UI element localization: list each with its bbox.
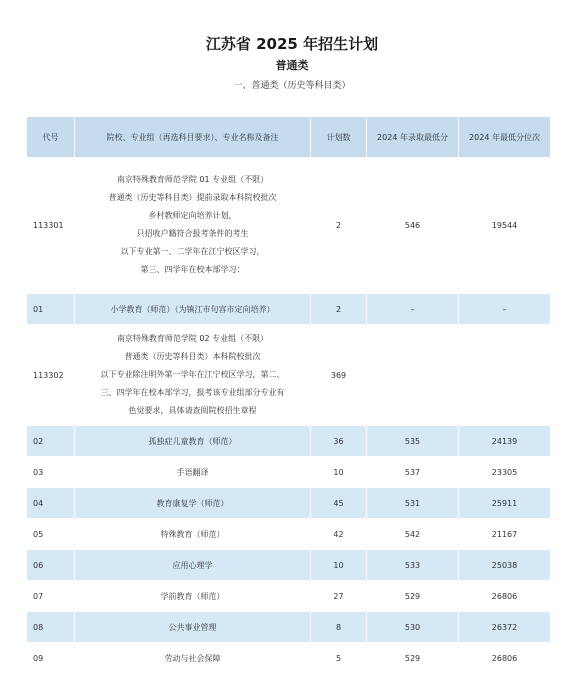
row-min-score: – [367, 294, 459, 325]
row-code: 07 [27, 581, 75, 612]
group-description-line: 只招收户籍符合报考条件的考生 [136, 229, 249, 238]
group-min-score: 546 [367, 157, 459, 294]
table-row [27, 457, 551, 488]
row-plan: 10 [311, 550, 367, 581]
row-code: 09 [27, 643, 75, 674]
group-description-line: 三、四学年在校本部学习，报考该专业组部分专业有 [100, 388, 285, 397]
row-plan: 27 [311, 581, 367, 612]
row-major-name: 公共事业管理 [75, 612, 311, 643]
row-min-score: 531 [367, 488, 459, 519]
group-description [75, 325, 311, 426]
group-description-line: 南京特殊教育师范学院 01 专业组（不限） [116, 175, 269, 184]
row-major-name: 劳动与社会保障 [75, 643, 311, 674]
row-min-score: 535 [367, 426, 459, 457]
row-code: 02 [27, 426, 75, 457]
row-min-score: 530 [367, 612, 459, 643]
row-plan: 5 [311, 643, 367, 674]
group-description [75, 157, 311, 294]
row-min-rank: 23305 [459, 457, 551, 488]
admission-plan-table [26, 117, 551, 674]
group-row-01 [27, 157, 551, 294]
row-min-score: 533 [367, 550, 459, 581]
row-code: 03 [27, 457, 75, 488]
group-description-line: 南京特殊教育师范学院 02 专业组（不限） [116, 334, 269, 343]
table-header-row [27, 117, 551, 157]
row-min-rank: 24139 [459, 426, 551, 457]
row-min-rank: 21167 [459, 519, 551, 550]
row-plan: 36 [311, 426, 367, 457]
row-plan: 2 [311, 294, 367, 325]
group-plan: 2 [311, 157, 367, 294]
row-plan: 42 [311, 519, 367, 550]
column-header-min-rank: 2024 年最低分位次 [459, 117, 551, 157]
group-min-rank: 19544 [459, 157, 551, 294]
group-description-line: 乡村教师定向培养计划， [148, 211, 237, 220]
row-code: 08 [27, 612, 75, 643]
row-major-name: 特殊教育（师范） [75, 519, 311, 550]
row-code: 06 [27, 550, 75, 581]
row-code: 04 [27, 488, 75, 519]
group-description-line: 以下专业除注明外第一学年在江宁校区学习，第二、 [100, 370, 285, 379]
row-min-score: 537 [367, 457, 459, 488]
row-major-name: 孤独症儿童教育（师范） [75, 426, 311, 457]
table-row [27, 519, 551, 550]
row-min-rank: 26372 [459, 612, 551, 643]
table-row [27, 581, 551, 612]
row-major-name: 应用心理学 [75, 550, 311, 581]
row-min-score: 542 [367, 519, 459, 550]
group-code: 113302 [27, 325, 75, 426]
group-description-line: 第三、四学年在校本部学习： [140, 265, 245, 274]
group-description-line: 色觉要求，具体请查阅院校招生章程 [128, 406, 257, 415]
table-row [27, 426, 551, 457]
group-description-line: 普通类（历史等科目类）本科院校批次 [124, 352, 261, 361]
column-header-min-score: 2024 年录取最低分 [367, 117, 459, 157]
row-plan: 10 [311, 457, 367, 488]
group-row-02 [27, 325, 551, 426]
table-row [27, 643, 551, 674]
row-plan: 8 [311, 612, 367, 643]
row-code: 01 [27, 294, 75, 325]
row-major-name: 小学教育（师范）（为镇江市句容市定向培养） [75, 294, 311, 325]
row-major-name: 学前教育（师范） [75, 581, 311, 612]
table-row [27, 294, 551, 325]
row-min-rank: 26806 [459, 643, 551, 674]
group-description-line: 以下专业第一、二学年在江宁校区学习， [120, 247, 265, 256]
row-plan: 45 [311, 488, 367, 519]
group-description-line: 普通类（历史等科目类）提前录取本科院校批次 [108, 193, 277, 202]
page-title: 江苏省 2025 年招生计划 [205, 35, 379, 53]
row-min-score: 529 [367, 643, 459, 674]
column-header-code: 代号 [27, 117, 75, 157]
column-header-plan: 计划数 [311, 117, 367, 157]
group-plan: 369 [311, 325, 367, 426]
row-min-rank: 26806 [459, 581, 551, 612]
table-row [27, 488, 551, 519]
row-min-rank: – [459, 294, 551, 325]
page-subtitle: 普通类 [275, 59, 309, 72]
row-code: 05 [27, 519, 75, 550]
row-min-rank: 25038 [459, 550, 551, 581]
row-min-rank: 25911 [459, 488, 551, 519]
row-min-score: 529 [367, 581, 459, 612]
group-min-score [367, 325, 459, 426]
row-major-name: 教育康复学（师范） [75, 488, 311, 519]
table-row [27, 550, 551, 581]
group-min-rank [459, 325, 551, 426]
section-heading: 一、普通类（历史等科目类） [233, 81, 351, 91]
row-major-name: 手语翻译 [75, 457, 311, 488]
column-header-name: 院校、专业组（再选科目要求）、专业名称及备注 [75, 117, 311, 157]
table-row [27, 612, 551, 643]
group-code: 113301 [27, 157, 75, 294]
